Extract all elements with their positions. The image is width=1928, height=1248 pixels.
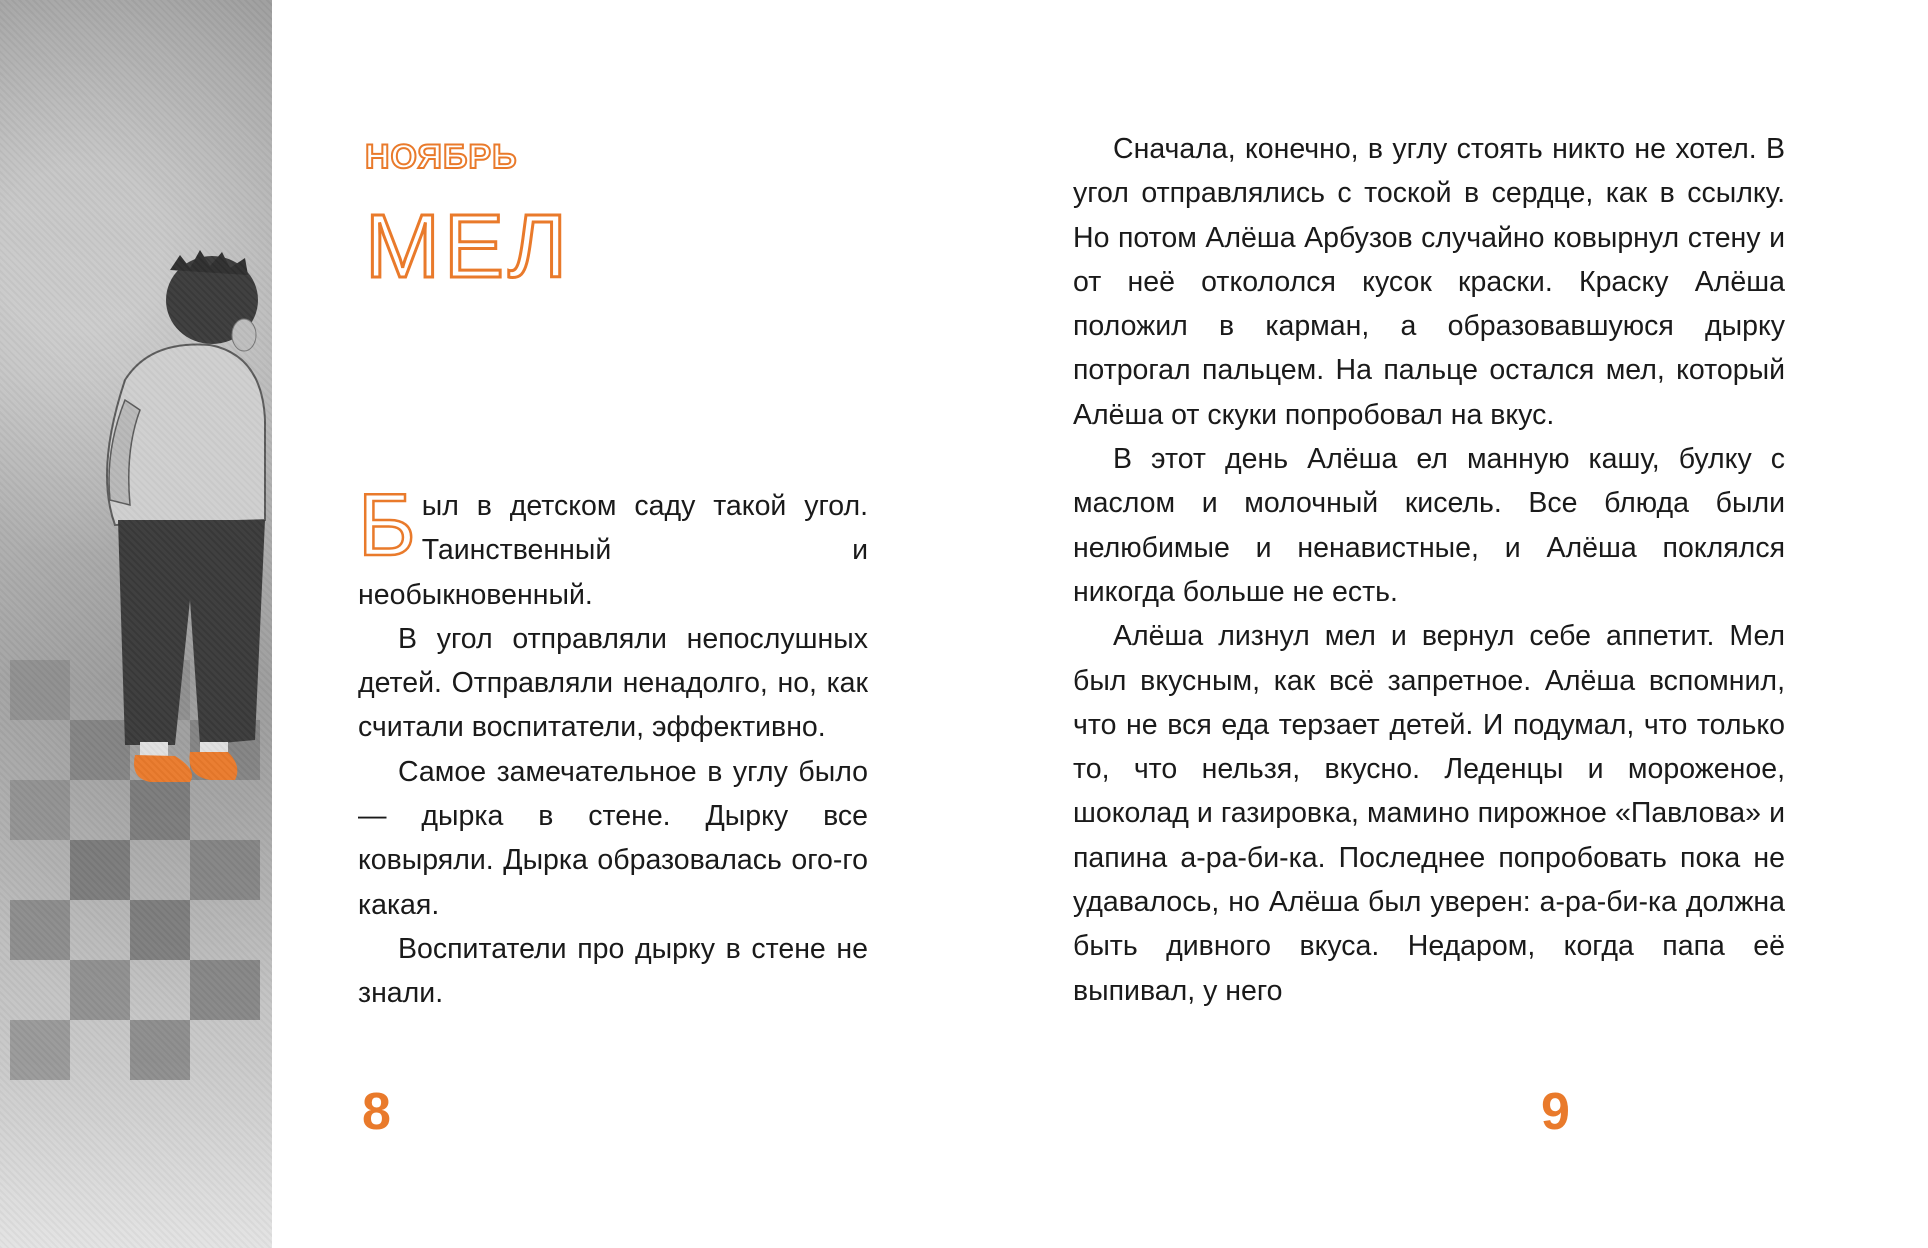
month-label: НОЯБРЬ	[365, 138, 518, 176]
right-page-text	[1073, 127, 1785, 1013]
paragraph: Сначала, конечно, в углу стоять никто не хотел. В угол отправлялись с тоской в сердце, как в ссылку. Но потом Алёша Арбузов случайно ковырнул стену и от неё откололся кусок краски. Краску Алёша положил в карман, а образовавшуюся дырку потрогал пальцем. На пальце остался мел, который Алёша от скуки попробовал на вкус.	[1073, 133, 1785, 431]
chapter-title: МЕЛ	[365, 197, 572, 297]
paragraph: Самое замечательное в углу было — дырка в стене. Дырку все ковыряли. Дырка образовалась ого-го какая.	[358, 755, 868, 921]
page-number-left: 8	[362, 1083, 391, 1141]
boy-in-corner-illustration	[0, 0, 272, 1248]
left-page-text	[358, 475, 868, 1016]
drop-cap: Б	[358, 475, 416, 574]
paragraph: Воспитатели про дырку в стене не знали.	[358, 932, 868, 1010]
paragraph: Алёша лизнул мел и вернул себе аппетит. Мел был вкусным, как всё запретное. Алёша вспомнил, что не вся еда терзает детей. И подумал, что только то, что нельзя, вкусно. Леденцы и мороженое, шоколад и газировка, мамино пирожное «Павлова» и папина а-ра-би-ка. Последнее попробовать пока не удавалось, но Алёша был уверен: а-ра-би-ка должна быть дивного вкуса. Недаром, когда папа её выпивал, у него	[1073, 620, 1785, 1007]
paragraph-text: ыл в детском саду такой угол. Таинственный и необыкновенный.	[358, 490, 868, 611]
paragraph	[358, 475, 868, 617]
paragraph: В угол отправляли непослушных детей. Отправляли ненадолго, но, как считали воспитатели, эффективно.	[358, 622, 868, 744]
page-number-right: 9	[1541, 1083, 1570, 1141]
illustration-art	[0, 0, 272, 1248]
paragraph: В этот день Алёша ел манную кашу, булку с маслом и молочный кисель. Все блюда были нелюбимые и ненавистные, и Алёша поклялся никогда больше не есть.	[1073, 443, 1785, 608]
